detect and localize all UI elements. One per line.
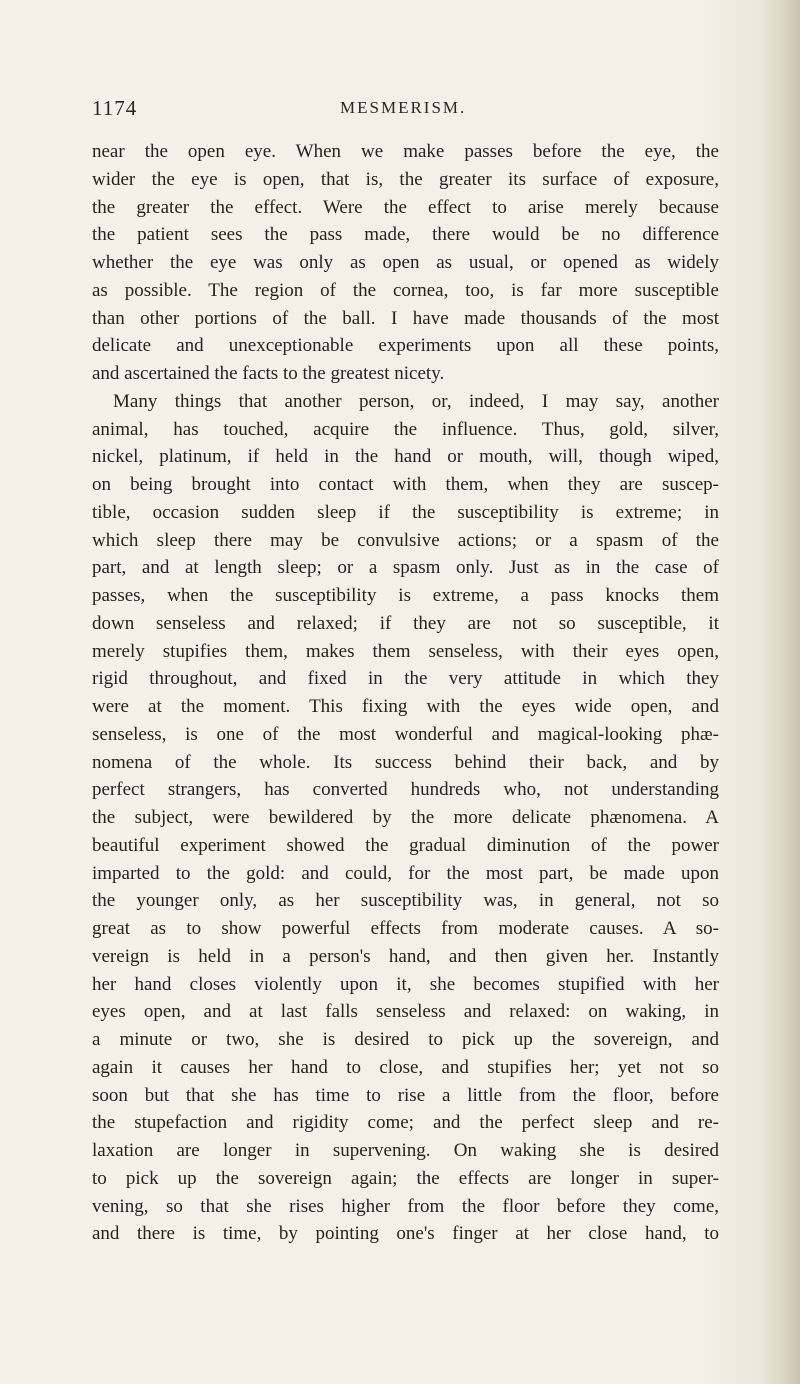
page-number: 1174	[92, 96, 138, 120]
text-line: vening, so that she rises higher from the floor before they come,	[92, 1195, 719, 1217]
text-line: imparted to the gold: and could, for the most part, be made upon	[92, 862, 719, 884]
text-line: passes, when the susceptibility is extreme, a pass knocks them	[92, 585, 719, 606]
text-line: wider the eye is open, that is, the greater its surface of exposure,	[92, 168, 719, 190]
text-line: a minute or two, she is desired to pick up the sovereign, and	[92, 1029, 719, 1050]
text-line: the younger only, as her susceptibility was, in general, not so	[92, 890, 719, 912]
text-line: nomena of the whole. Its success behind their back, and by	[92, 751, 719, 773]
text-line: which sleep there may be convulsive actions; or a spasm of the	[92, 529, 719, 551]
text-line: again it causes her hand to close, and stupifies her; yet not so	[92, 1056, 719, 1078]
text-line: delicate and unexceptionable experiments upon all these points,	[92, 335, 719, 357]
text-line: the subject, were bewildered by the more delicate phænomena. A	[92, 807, 719, 828]
text-line: and there is time, by pointing one's finger at her close hand, to	[92, 1223, 719, 1245]
text-line: to pick up the sovereign again; the effects are longer in super-	[92, 1167, 719, 1189]
text-line: laxation are longer in supervening. On waking she is desired	[92, 1140, 719, 1161]
text-line: soon but that she has time to rise a little from the floor, before	[92, 1084, 719, 1106]
text-line: part, and at length sleep; or a spasm only. Just as in the case of	[92, 557, 719, 579]
text-line: as possible. The region of the cornea, too, is far more susceptible	[92, 279, 719, 301]
text-line: beautiful experiment showed the gradual diminution of the power	[92, 834, 719, 856]
text-line: merely stupifies them, makes them senseless, with their eyes open,	[92, 640, 719, 662]
body-text	[92, 138, 719, 1248]
page-edge-shadow	[760, 0, 800, 1384]
text-line: were at the moment. This fixing with the eyes wide open, and	[92, 696, 719, 717]
text-line: senseless, is one of the most wonderful and magical-looking phæ-	[92, 723, 719, 745]
text-line: the greater the effect. Were the effect to arise merely because	[92, 196, 719, 218]
text-line: than other portions of the ball. I have made thousands of the most	[92, 307, 719, 329]
text-line: rigid throughout, and fixed in the very attitude in which they	[92, 668, 719, 690]
text-line: eyes open, and at last falls senseless and relaxed: on waking, in	[92, 1001, 719, 1023]
text-line: the patient sees the pass made, there would be no difference	[92, 224, 719, 246]
text-line: animal, has touched, acquire the influence. Thus, gold, silver,	[92, 418, 719, 440]
text-line: tible, occasion sudden sleep if the susceptibility is extreme; in	[92, 501, 719, 523]
text-line: near the open eye. When we make passes before the eye, the	[92, 141, 719, 162]
text-line: and ascertained the facts to the greatest nicety.	[92, 363, 445, 384]
text-line: the stupefaction and rigidity come; and the perfect sleep and re-	[92, 1112, 719, 1134]
text-line: great as to show powerful effects from moderate causes. A so-	[92, 918, 719, 939]
text-line: her hand closes violently upon it, she becomes stupified with her	[92, 973, 719, 995]
paragraph-start-line: Many things that another person, or, indeed, I may say, another	[113, 390, 719, 412]
running-head: MESMERISM.	[340, 98, 467, 117]
text-line: on being brought into contact with them, when they are suscep-	[92, 474, 719, 495]
text-line: down senseless and relaxed; if they are not so susceptible, it	[92, 612, 719, 634]
page-header	[92, 96, 732, 126]
text-line: vereign is held in a person's hand, and then given her. Instantly	[92, 945, 719, 967]
text-line: whether the eye was only as open as usual, or opened as widely	[92, 252, 719, 273]
text-line: nickel, platinum, if held in the hand or mouth, will, though wiped,	[92, 446, 719, 468]
text-line: perfect strangers, has converted hundreds who, not understanding	[92, 779, 719, 801]
